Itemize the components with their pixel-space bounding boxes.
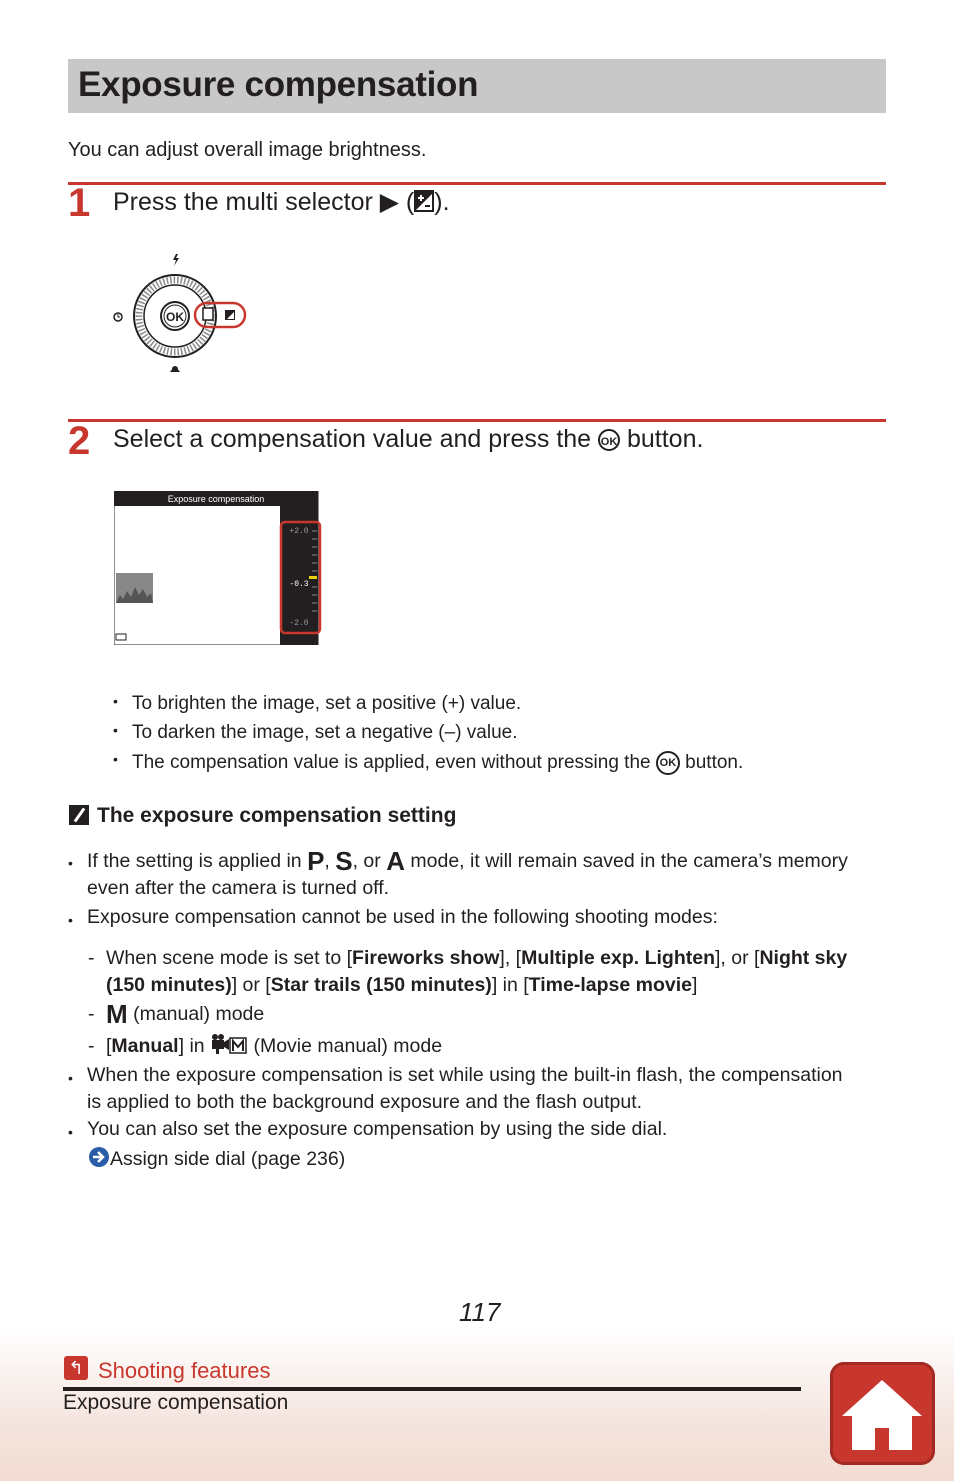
page-title: Exposure compensation (78, 65, 479, 104)
scale-top: +2.0 (289, 527, 309, 536)
note-item-2: Exposure compensation cannot be used in the following shooting modes: (87, 906, 718, 928)
home-icon (830, 1362, 935, 1465)
mode-p-icon: P (307, 846, 325, 876)
manual-label: Manual (111, 1035, 179, 1057)
sep: ] or [ (231, 974, 271, 996)
sep: ], [ (499, 947, 522, 969)
note-item1-c: even after the camera is turned off. (87, 877, 390, 899)
ok-button-icon: OK (598, 429, 620, 451)
dash: - (88, 1035, 95, 1057)
dash: - (88, 947, 95, 969)
bullet3-text-a: The compensation value is applied, even without pressing the (132, 752, 651, 774)
step1-text (113, 187, 450, 217)
note-item1-b: mode, it will remain saved in the camera’s memory (410, 850, 848, 872)
step2-bullets (113, 693, 743, 782)
ok-label: OK (166, 310, 184, 324)
step1-rule (68, 182, 886, 185)
intro-text: You can adjust overall image brightness. (68, 139, 427, 161)
list-item: • To darken the image, set a negative (–) value. (113, 722, 743, 744)
note-item1-a: If the setting is applied in (87, 850, 302, 872)
exposure-compensation-icon (414, 190, 434, 210)
note-heading (69, 804, 456, 828)
or-text: , or (352, 850, 381, 872)
sub3-b: ] in (178, 1035, 205, 1057)
arrow-right-icon (88, 1146, 110, 1176)
section-link[interactable]: Shooting features (98, 1358, 271, 1383)
ok-button-icon: OK (656, 751, 680, 775)
step1-text-b: ). (434, 188, 450, 216)
scale-bottom: -2.0 (289, 619, 309, 628)
step1-text-a: Press the multi selector ▶ ( (113, 188, 415, 216)
page-number: 117 (459, 1297, 501, 1327)
bullet-dot: • (68, 855, 73, 871)
sep: ] (691, 974, 698, 996)
note-sub-3 (106, 1033, 896, 1063)
lcd-header: Exposure compensation (167, 494, 265, 504)
sub3-c: (Movie manual) mode (253, 1035, 443, 1057)
comma: , (324, 850, 330, 872)
link-text: Assign side dial (page 236) (110, 1148, 346, 1170)
mode-s-icon: S (335, 846, 353, 876)
dash: - (88, 1003, 95, 1025)
bullet-dot: • (68, 912, 73, 928)
nightsky-label-2: (150 minutes) (106, 974, 232, 996)
fireworks-label: Fireworks show (352, 947, 500, 969)
startrails-label: Star trails (150 minutes) (270, 974, 492, 996)
note-item-3 (87, 1062, 887, 1116)
bullet3-text-b: button. (685, 752, 744, 774)
step2-text-a: Select a compensation value and press the (113, 425, 592, 453)
list-item: • To brighten the image, set a positive (+) value. (113, 693, 743, 715)
sub1-a: When scene mode is set to [ (106, 947, 353, 969)
sep: ], or [ (715, 947, 760, 969)
sep: ] in [ (491, 974, 529, 996)
note-sub-2 (106, 1001, 896, 1028)
title-bar (68, 59, 886, 113)
note-item-4: You can also set the exposure compensation by using the side dial. (87, 1118, 668, 1140)
step2-rule (68, 419, 886, 422)
side-dial-link[interactable] (88, 1146, 888, 1176)
note-item3-a: When the exposure compensation is set while using the built-in flash, the compensation (87, 1064, 843, 1086)
multiple-label: Multiple exp. Lighten (521, 947, 716, 969)
mode-m-icon: M (106, 999, 128, 1029)
step2-number: 2 (68, 419, 91, 463)
list-item (113, 751, 743, 775)
note-heading-text: The exposure compensation setting (97, 804, 457, 827)
back-section-icon[interactable]: ↰ (64, 1356, 88, 1380)
step2-text-b: button. (626, 425, 704, 453)
sub3-a: [ (106, 1035, 112, 1057)
scale-current: -0.3 (289, 580, 309, 589)
sub2-text: (manual) mode (133, 1003, 265, 1025)
note-item3-b: is applied to both the background exposure and the flash output. (87, 1091, 643, 1113)
nightsky-label: Night sky (759, 947, 848, 969)
multi-selector-illustration (105, 248, 255, 380)
home-button[interactable] (830, 1362, 935, 1465)
movie-manual-icon (210, 1033, 248, 1063)
step1-number: 1 (68, 181, 91, 225)
bullet-dot: • (68, 1070, 73, 1086)
mode-a-icon: A (386, 846, 405, 876)
note-item-1 (87, 848, 887, 902)
breadcrumb: Exposure compensation (63, 1391, 289, 1414)
lcd-screen-illustration (114, 491, 322, 645)
note-sub-1 (106, 945, 896, 999)
pencil-note-icon (69, 805, 89, 825)
bullet-dot: • (68, 1124, 73, 1140)
timelapse-label: Time-lapse movie (528, 974, 692, 996)
step2-text (113, 425, 703, 454)
